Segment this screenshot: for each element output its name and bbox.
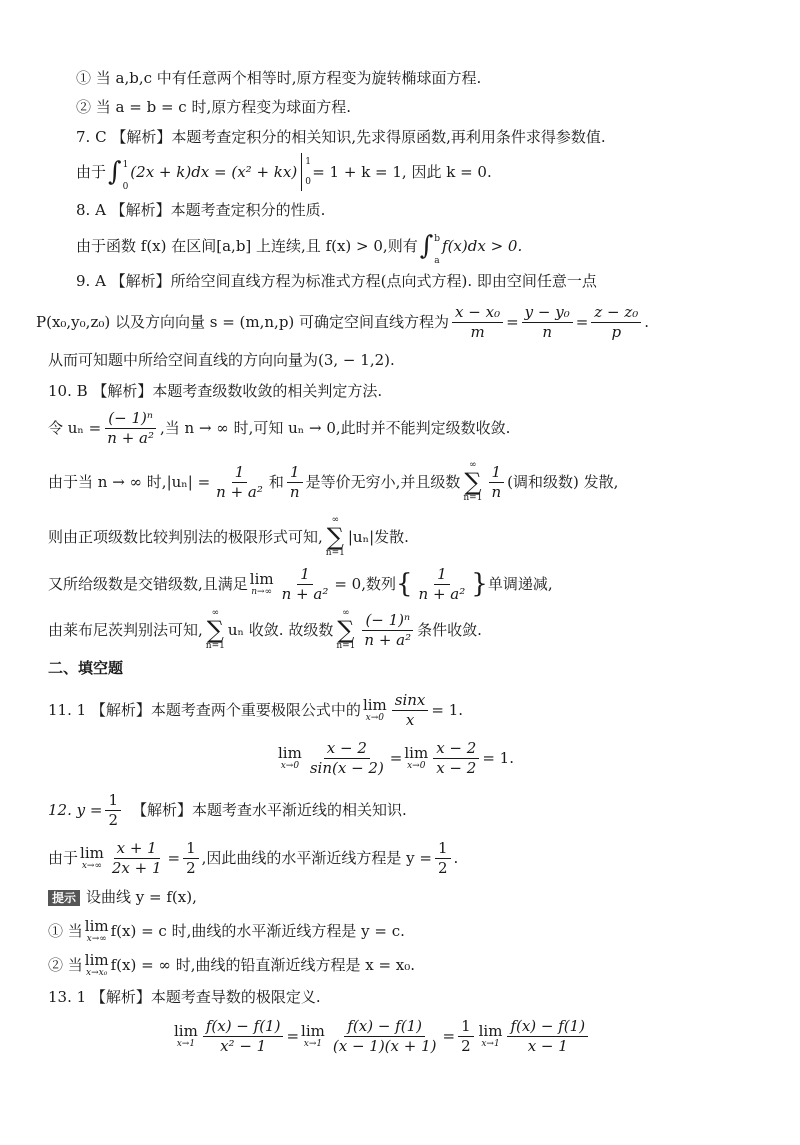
q10-line-b: 由于当 n → ∞ 时,|uₙ| = $\frac{1}{\text{n + a²}}$ 和 $\frac{1}{n}$ 是等价无穷小,并且级数 ∞ ∑ n=1 $\frac{1}{n}$ (调和级数) 发散, [48, 460, 619, 503]
fraction: $\frac{\text{x − x₀}}{m}$ [452, 304, 503, 341]
q10-line-d: 又所给级数是交错级数,且满足 lim n→∞ $\frac{1}{\text{n + a²}}$ = 0,数列 { $\frac{1}{\text{n + a²}}$ } 单调递减, [48, 564, 553, 603]
integral-sign: ∫ 1 0 [108, 157, 129, 192]
q12-tip-1: ① 当 lim x→∞ f(x) = c 时,曲线的水平渐近线方程是 y = c. [48, 916, 405, 944]
q11-equation: lim x→0 $\frac{x - 2}{\sin(x - 2)}$ = lim x→0 $\frac{x - 2}{x - 2}$ = 1. [278, 738, 514, 777]
q10-heading: 10. B 【解析】本题考查级数收敛的相关判定方法. [48, 382, 383, 400]
q10-line-c: 则由正项级数比较判别法的极限形式可知, ∞ ∑ n=1 |uₙ|发散. [48, 515, 409, 558]
q12-line-b: 由于 lim x→∞ $\frac{x + 1}{2x + 1}$ = $\frac{1}{2}$ ,因此曲线的水平渐近线方程是 y = $\frac{1}{2}$ . [48, 838, 459, 877]
sum-sign: ∞ ∑ n=1 [463, 460, 483, 503]
q12-heading: 12. y = $\frac{1}{2}$ 【解析】本题考查水平渐近线的相关知识. [48, 790, 407, 829]
fraction: $\frac{\sin x}{x}$ [392, 692, 429, 729]
q7-equation [76, 149, 492, 195]
limit: lim x→1 [478, 1021, 503, 1049]
fraction: $\frac{\text{y − y₀}}{n}$ [522, 304, 573, 341]
limit: lim x→0 [362, 695, 387, 723]
integral-sign: ∫ b a [419, 231, 441, 266]
tip-badge: 提示 [48, 890, 80, 906]
q7-heading: 7. C 【解析】本题考查定积分的相关知识,先求得原函数,再利用条件求得参数值. [76, 128, 606, 146]
q8-equation [76, 223, 522, 269]
text-line-sphere: ② 当 a = b = c 时,原方程变为球面方程. [76, 98, 351, 116]
fraction: $\frac{\text{z − z₀}}{p}$ [591, 304, 641, 341]
q11-heading: 11. 1 【解析】本题考查两个重要极限公式中的 lim x→0 $\frac{\sin x}{x}$ = 1. [48, 690, 464, 729]
fraction: $\frac{\text{(− 1)ⁿ}}{\text{n + a²}}$ [364, 610, 412, 649]
limit: lim x→x₀ [84, 950, 109, 978]
fraction: $\frac{1}{\text{n + a²}}$ [418, 564, 466, 603]
sum-sign: ∞ ∑ n=1 [336, 608, 356, 651]
fraction: $\frac{f(x) - f(1)}{x - 1}$ [507, 1018, 588, 1055]
q7-result: = 1 + k = 1, 因此 k = 0. [312, 163, 492, 181]
fraction: $\frac{x - 2}{x - 2}$ [433, 740, 479, 777]
limit: lim x→1 [301, 1021, 325, 1049]
fraction: $\frac{1}{\text{n + a²}}$ [281, 564, 329, 603]
fraction: $\frac{1}{2}$ [183, 840, 199, 877]
q9-tail: 从而可知题中所给空间直线的方向向量为(3, − 1,2). [48, 351, 395, 369]
fraction: $\frac{1}{2}$ [435, 840, 451, 877]
limit: lim x→∞ [84, 916, 109, 944]
q9-heading: 9. A 【解析】所给空间直线方程为标准式方程(点向式方程). 即由空间任意一点 [76, 272, 597, 290]
fraction: $\frac{x + 1}{2x + 1}$ [111, 838, 162, 877]
sum-sign: ∞ ∑ n=1 [205, 608, 225, 651]
limit: lim x→0 [278, 743, 302, 771]
section-title-fill-blank: 二、填空题 [48, 659, 124, 677]
q10-line-a: 令 uₙ = $\frac{\text{(− 1)ⁿ}}{\text{n + a²}}$ ,当 n → ∞ 时,可知 uₙ → 0,此时并不能判定级数收敛. [48, 408, 511, 447]
text-line-ellipsoid: ① 当 a,b,c 中有任意两个相等时,原方程变为旋转椭球面方程. [76, 69, 482, 87]
fraction: $\frac{1}{n}$ [488, 464, 504, 501]
fraction: $\frac{x - 2}{\sin(x - 2)}$ [309, 738, 384, 777]
eval-bar: 1 0 [301, 153, 302, 191]
limit: lim x→∞ [80, 843, 104, 871]
fraction: $\frac{\text{(− 1)ⁿ}}{\text{n + a²}}$ [107, 408, 154, 447]
q7-integrand: (2x + k)dx = (x² + kx) [130, 163, 298, 181]
q9-pre: P(x₀,y₀,z₀) 以及方向向量 s = (m,n,p) 可确定空间直线方程为 [36, 313, 450, 331]
fraction: $\frac{1}{2}$ [105, 792, 121, 829]
q8-post: f(x)dx > 0. [442, 237, 523, 255]
limit: lim n→∞ [249, 569, 274, 597]
fraction: $\frac{1}{n}$ [287, 464, 303, 501]
q8-heading: 8. A 【解析】本题考查定积分的性质. [76, 201, 326, 219]
q8-pre: 由于函数 f(x) 在区间[a,b] 上连续,且 f(x) > 0,则有 [76, 237, 418, 255]
fraction: $\frac{f(x) - f(1)}{\text{x² − 1}}$ [203, 1018, 284, 1055]
q13-heading: 13. 1 【解析】本题考查导数的极限定义. [48, 988, 321, 1006]
fraction: $\frac{1}{2}$ [458, 1018, 474, 1055]
q9-equation: P(x₀,y₀,z₀) 以及方向向量 s = (m,n,p) 可确定空间直线方程为 $\frac{\text{x − x₀}}{m}$ = $\frac{\text{y − y₀}}{n}$ = $\frac{\text{z − z₀}}{p}$ . [36, 302, 650, 341]
q12-tip: 提示 设曲线 y = f(x), [48, 886, 197, 908]
limit: lim x→0 [404, 743, 429, 771]
limit: lim x→1 [174, 1021, 198, 1049]
q12-tip-2: ② 当 lim x→x₀ f(x) = ∞ 时,曲线的铅直渐近线方程是 x = x₀. [48, 950, 416, 978]
q7-pre: 由于 [76, 163, 107, 181]
sum-sign: ∞ ∑ n=1 [325, 515, 345, 558]
fraction: $\frac{f(x) - f(1)}{(x - 1)(x + 1)}$ [332, 1016, 437, 1055]
q13-equation: lim x→1 $\frac{f(x) - f(1)}{\text{x² − 1}}$ = lim x→1 $\frac{f(x) - f(1)}{(x - 1)(x + 1)}$ = $\frac{1}{2}$ lim x→1 $\frac{f(x) - f(1)}{x - 1}$ [172, 1012, 591, 1060]
q10-line-e: 由莱布尼茨判别法可知, ∞ ∑ n=1 uₙ 收敛. 故级数 ∞ ∑ n=1 $\frac{\text{(− 1)ⁿ}}{\text{n + a²}}$ 条件收敛. [48, 608, 482, 651]
fraction: $\frac{1}{\text{n + a²}}$ [216, 462, 263, 501]
